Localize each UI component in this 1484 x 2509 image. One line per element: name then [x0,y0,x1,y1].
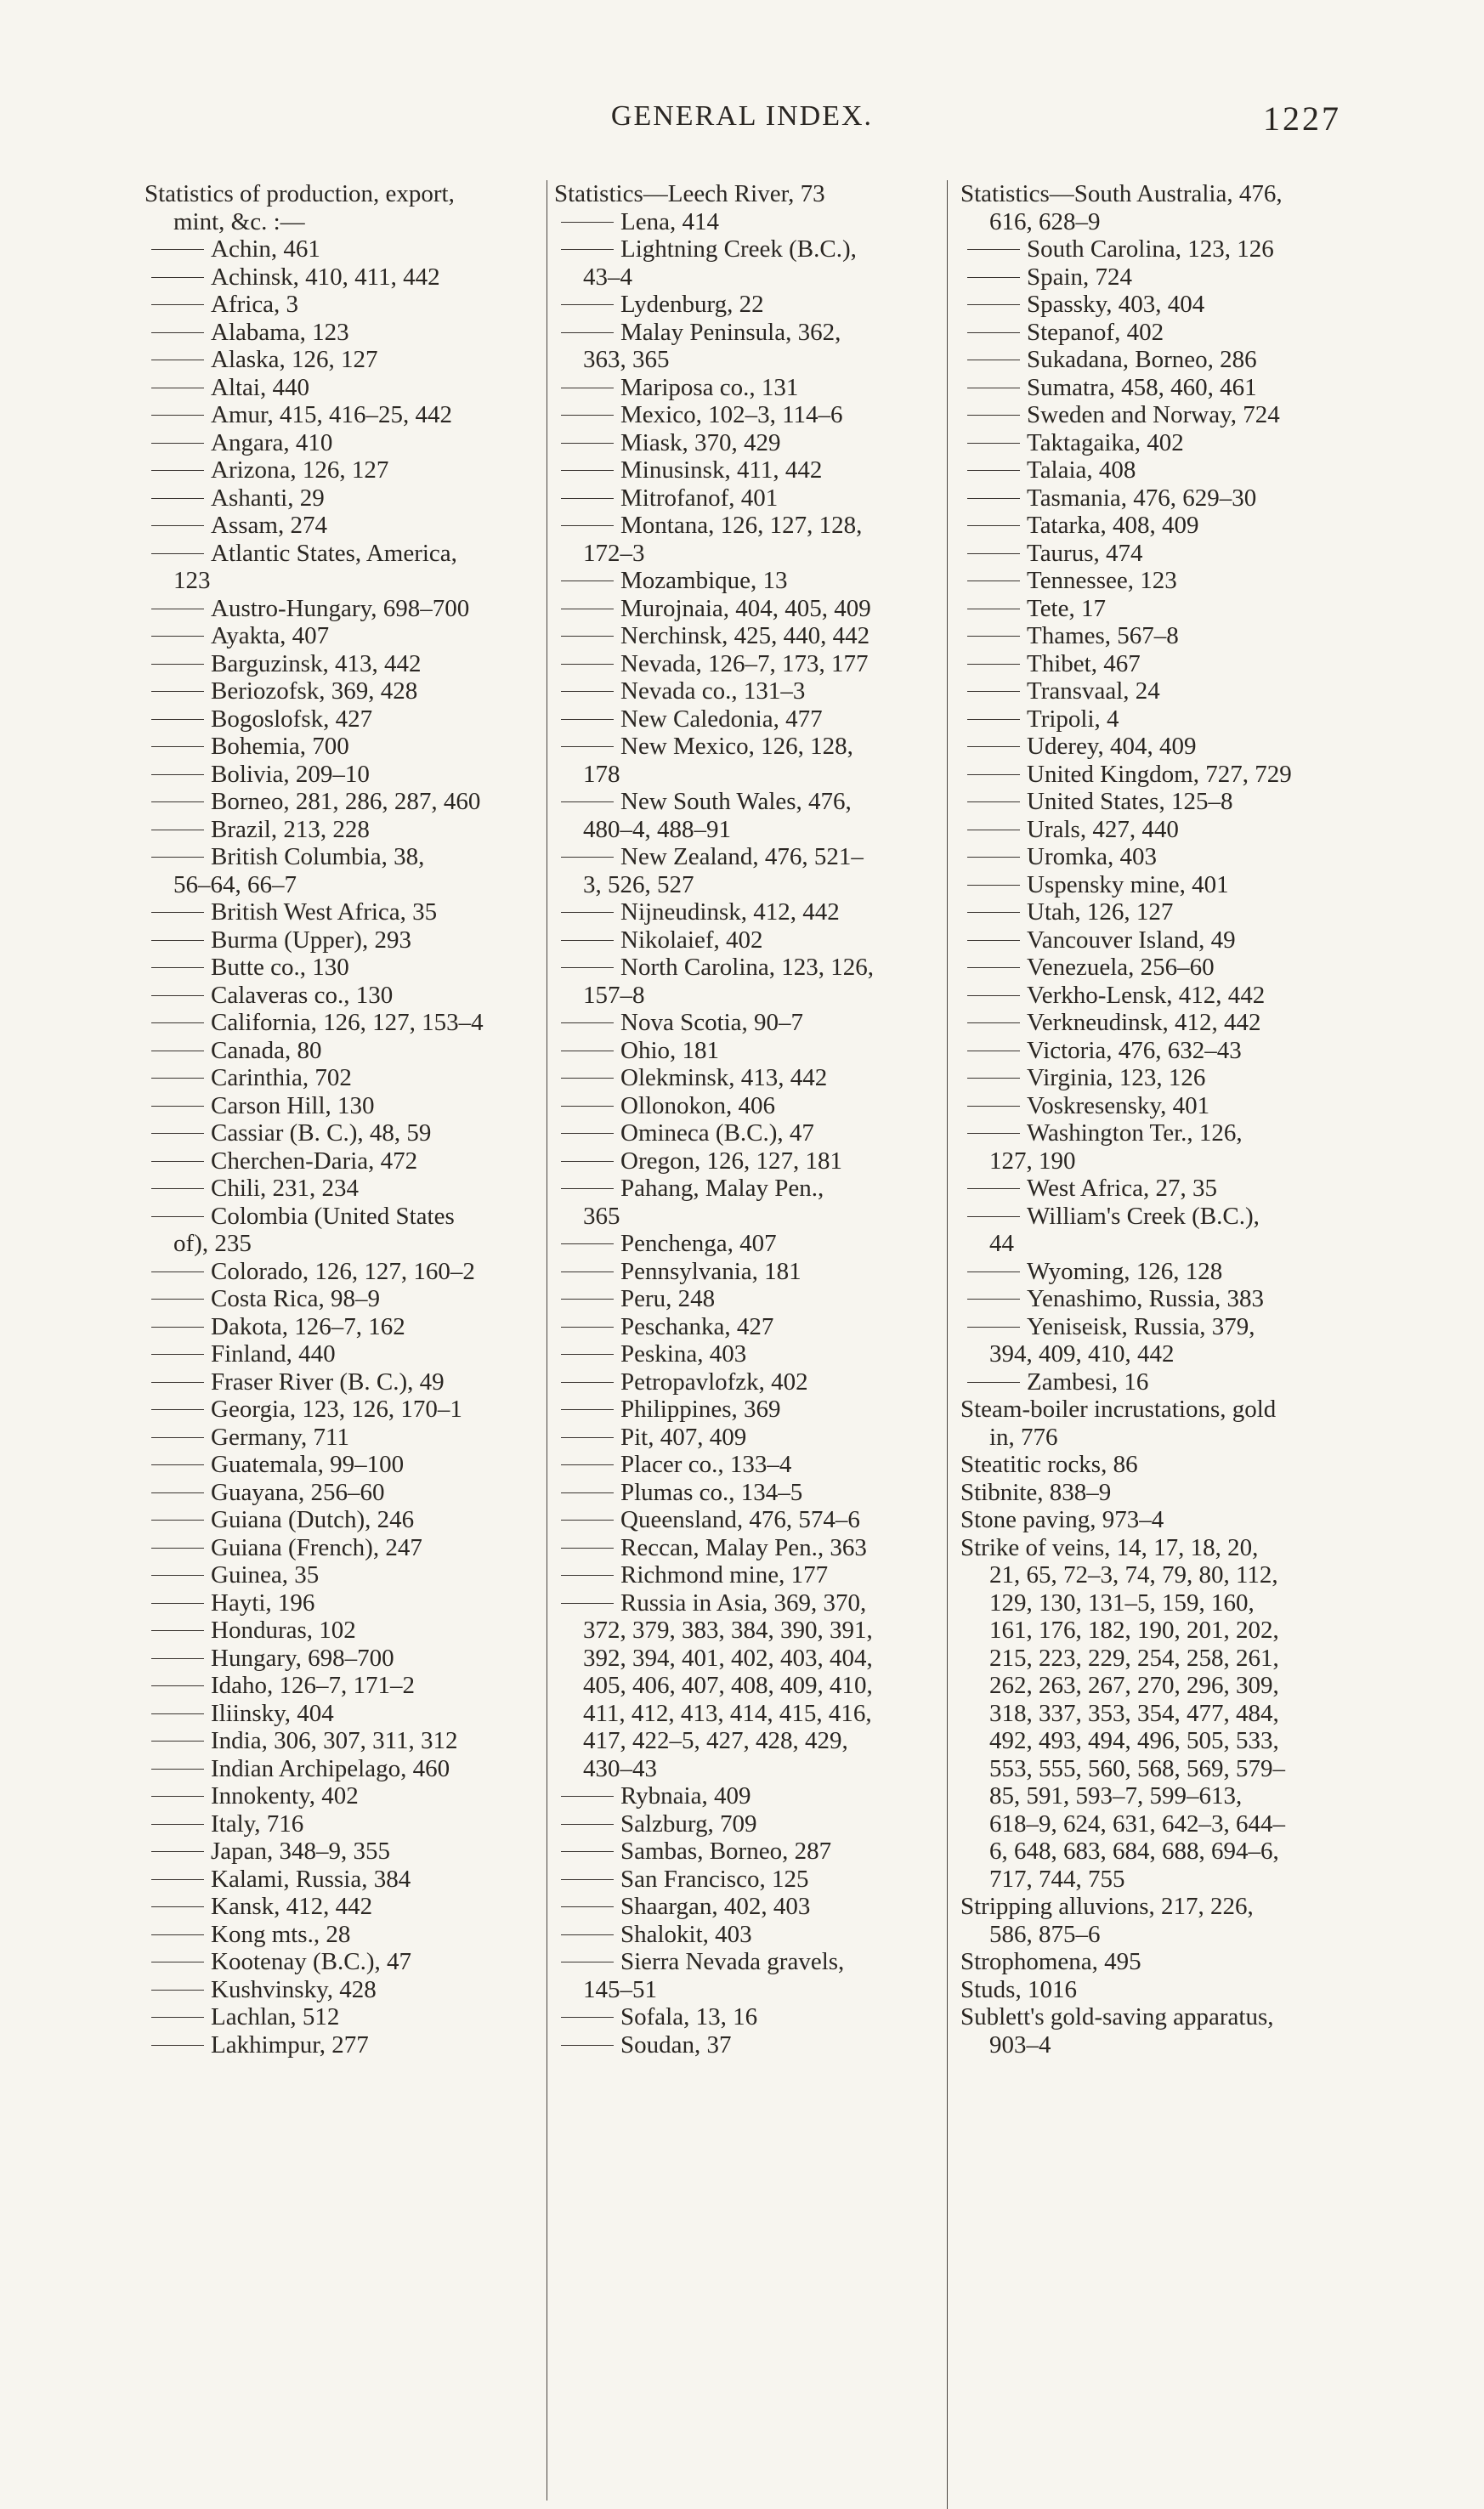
index-subentry: Africa, 3 [143,291,542,319]
index-subentry: California, 126, 127, 153–4 [143,1009,542,1037]
index-subentry: Sierra Nevada gravels, [552,1948,933,1976]
index-subentry: Verkneudinsk, 412, 442 [959,1009,1350,1037]
index-subentry: Ollonokon, 406 [552,1092,933,1120]
index-subentry: Guinea, 35 [143,1561,542,1589]
index-subentry: Mariposa co., 131 [552,374,933,402]
page-number: 1227 [1263,99,1341,138]
index-subentry: British West Africa, 35 [143,898,542,926]
index-subentry: Bohemia, 700 [143,733,542,761]
index-subentry: Achin, 461 [143,235,542,263]
index-subentry: Taktagaika, 402 [959,429,1350,457]
index-subentry: Nevada, 126–7, 173, 177 [552,650,933,678]
index-subentry: Kalami, Russia, 384 [143,1866,542,1894]
index-subentry: Rybnaia, 409 [552,1782,933,1810]
index-subentry: Yeniseisk, Russia, 379, [959,1313,1350,1341]
index-subentry: Pit, 407, 409 [552,1424,933,1452]
index-subentry: Germany, 711 [143,1424,542,1452]
index-continuation: 129, 130, 131–5, 159, 160, [989,1589,1255,1617]
index-subentry: Alabama, 123 [143,319,542,347]
index-subentry: Nevada co., 131–3 [552,677,933,705]
index-subentry: Hayti, 196 [143,1589,542,1617]
index-subentry: Indian Archipelago, 460 [143,1755,542,1783]
index-heading: Steam-boiler incrustations, gold [960,1396,1277,1423]
index-subentry: Alaska, 126, 127 [143,346,542,374]
index-subentry: Lachlan, 512 [143,2003,542,2031]
index-subentry: Fraser River (B. C.), 49 [143,1368,542,1396]
index-subentry: Sambas, Borneo, 287 [552,1838,933,1866]
index-subentry: Taurus, 474 [959,540,1350,568]
index-subentry: Angara, 410 [143,429,542,457]
index-subentry: Olekminsk, 413, 442 [552,1064,933,1092]
index-subentry: Spain, 724 [959,263,1350,292]
index-heading: Stone paving, 973–4 [960,1506,1164,1533]
index-subentry: Lakhimpur, 277 [143,2031,542,2059]
index-subentry: Montana, 126, 127, 128, [552,512,933,540]
index-subentry: New Mexico, 126, 128, [552,733,933,761]
index-subentry: Honduras, 102 [143,1617,542,1645]
index-heading: Statistics of production, export, [144,180,455,207]
index-continuation: 903–4 [989,2030,1051,2059]
index-continuation: 161, 176, 182, 190, 201, 202, [989,1617,1279,1644]
index-continuation: 372, 379, 383, 384, 390, 391, [583,1617,873,1644]
index-continuation: 123 [173,567,211,594]
index-subentry: Virginia, 123, 126 [959,1064,1350,1092]
index-subentry: Kong mts., 28 [143,1921,542,1949]
index-subentry: Malay Peninsula, 362, [552,319,933,347]
index-subentry: Guiana (Dutch), 246 [143,1506,542,1534]
index-subentry: British Columbia, 38, [143,843,542,871]
index-subentry: Petropavlofzk, 402 [552,1368,933,1396]
index-subentry: Atlantic States, America, [143,540,542,568]
index-column-3 [959,180,1350,2059]
index-subentry: Uromka, 403 [959,843,1350,871]
index-heading: Stripping alluvions, 217, 226, [960,1893,1254,1920]
index-continuation: 405, 406, 407, 408, 409, 410, [583,1672,873,1699]
index-subentry: South Carolina, 123, 126 [959,235,1350,263]
index-continuation: 3, 526, 527 [583,870,694,898]
page-header [0,100,1484,151]
index-subentry: United Kingdom, 727, 729 [959,761,1350,789]
index-subentry: Tasmania, 476, 629–30 [959,484,1350,513]
index-subentry: Salzburg, 709 [552,1810,933,1838]
index-subentry: Soudan, 37 [552,2031,933,2059]
index-continuation: 178 [583,760,620,788]
index-subentry: Plumas co., 134–5 [552,1479,933,1507]
index-subentry: Italy, 716 [143,1810,542,1838]
index-continuation: 215, 223, 229, 254, 258, 261, [989,1644,1279,1672]
index-continuation: 145–51 [583,1975,657,2003]
index-continuation: 157–8 [583,981,645,1009]
index-subentry: Omineca (B.C.), 47 [552,1119,933,1147]
index-subentry: Iliinsky, 404 [143,1700,542,1728]
index-subentry: Uderey, 404, 409 [959,733,1350,761]
index-continuation: 172–3 [583,539,645,567]
index-subentry: Ayakta, 407 [143,622,542,650]
index-subentry: Nikolaief, 402 [552,926,933,954]
index-subentry: Nijneudinsk, 412, 442 [552,898,933,926]
index-subentry: New Caledonia, 477 [552,705,933,733]
index-continuation: 717, 744, 755 [989,1865,1125,1893]
index-subentry: Bogoslofsk, 427 [143,705,542,733]
index-subentry: New Zealand, 476, 521– [552,843,933,871]
index-subentry: Peru, 248 [552,1285,933,1313]
index-subentry: Lydenburg, 22 [552,291,933,319]
index-subentry: Brazil, 213, 228 [143,816,542,844]
index-subentry: Finland, 440 [143,1340,542,1368]
index-subentry: Urals, 427, 440 [959,816,1350,844]
index-subentry: Ashanti, 29 [143,484,542,513]
index-subentry: Queensland, 476, 574–6 [552,1506,933,1534]
index-subentry: Ohio, 181 [552,1037,933,1065]
index-subentry: Voskresensky, 401 [959,1092,1350,1120]
index-subentry: Shalokit, 403 [552,1921,933,1949]
index-heading: Strike of veins, 14, 17, 18, 20, [960,1533,1259,1561]
index-subentry: Peschanka, 427 [552,1313,933,1341]
index-subentry: Miask, 370, 429 [552,429,933,457]
index-column-2 [552,180,933,2059]
index-subentry: Sumatra, 458, 460, 461 [959,374,1350,402]
index-subentry: India, 306, 307, 311, 312 [143,1727,542,1755]
index-subentry: Calaveras co., 130 [143,982,542,1010]
index-continuation: 417, 422–5, 427, 428, 429, [583,1727,848,1754]
index-subentry: Russia in Asia, 369, 370, [552,1589,933,1617]
index-continuation: 56–64, 66–7 [173,870,297,898]
index-continuation: 318, 337, 353, 354, 477, 484, [989,1699,1279,1727]
index-subentry: Colorado, 126, 127, 160–2 [143,1258,542,1286]
index-continuation: 392, 394, 401, 402, 403, 404, [583,1644,873,1672]
index-subentry: North Carolina, 123, 126, [552,954,933,982]
index-subentry: Carinthia, 702 [143,1064,542,1092]
index-heading: Statistics—South Australia, 476, [960,180,1283,207]
index-subentry: Richmond mine, 177 [552,1561,933,1589]
index-subentry: Tatarka, 408, 409 [959,512,1350,540]
index-subentry: Assam, 274 [143,512,542,540]
index-subentry: Colombia (United States [143,1203,542,1231]
index-continuation: in, 776 [989,1423,1058,1451]
index-subentry: Thames, 567–8 [959,622,1350,650]
index-continuation: 127, 190 [989,1147,1076,1175]
index-subentry: Stepanof, 402 [959,319,1350,347]
index-continuation: 394, 409, 410, 442 [989,1340,1175,1368]
index-heading: Steatitic rocks, 86 [960,1451,1138,1478]
index-subentry: Sofala, 13, 16 [552,2003,933,2031]
index-subentry: Sweden and Norway, 724 [959,401,1350,429]
index-subentry: Dakota, 126–7, 162 [143,1313,542,1341]
index-subentry: Zambesi, 16 [959,1368,1350,1396]
index-subentry: Mozambique, 13 [552,567,933,595]
index-column-1 [143,180,542,2059]
running-title: GENERAL INDEX. [610,100,874,132]
index-continuation: 430–43 [583,1754,657,1782]
index-subentry: Beriozofsk, 369, 428 [143,677,542,705]
index-heading: Studs, 1016 [960,1975,1077,2003]
index-continuation: 553, 555, 560, 568, 569, 579– [989,1754,1285,1782]
index-subentry: Washington Ter., 126, [959,1119,1350,1147]
index-subentry: Oregon, 126, 127, 181 [552,1147,933,1175]
index-subentry: Bolivia, 209–10 [143,761,542,789]
index-subentry: Peskina, 403 [552,1340,933,1368]
index-subentry: Butte co., 130 [143,954,542,982]
index-subentry: Nova Scotia, 90–7 [552,1009,933,1037]
index-continuation: 586, 875–6 [989,1920,1101,1948]
index-subentry: Pennsylvania, 181 [552,1258,933,1286]
index-subentry: Canada, 80 [143,1037,542,1065]
index-continuation: 618–9, 624, 631, 642–3, 644– [989,1810,1285,1838]
index-subentry: Tennessee, 123 [959,567,1350,595]
index-subentry: Arizona, 126, 127 [143,456,542,484]
index-subentry: West Africa, 27, 35 [959,1175,1350,1203]
index-subentry: Lena, 414 [552,208,933,236]
index-continuation: 21, 65, 72–3, 74, 79, 80, 112, [989,1561,1278,1589]
index-subentry: Cassiar (B. C.), 48, 59 [143,1119,542,1147]
index-subentry: Amur, 415, 416–25, 442 [143,401,542,429]
index-subentry: Mexico, 102–3, 114–6 [552,401,933,429]
index-subentry: Uspensky mine, 401 [959,871,1350,899]
index-subentry: Nerchinsk, 425, 440, 442 [552,622,933,650]
index-subentry: Thibet, 467 [959,650,1350,678]
index-continuation: 262, 263, 267, 270, 296, 309, [989,1672,1279,1699]
index-subentry: Lightning Creek (B.C.), [552,235,933,263]
index-subentry: Idaho, 126–7, 171–2 [143,1672,542,1700]
index-subentry: Austro-Hungary, 698–700 [143,595,542,623]
index-subentry: Hungary, 698–700 [143,1645,542,1673]
index-continuation: 85, 591, 593–7, 599–613, [989,1782,1243,1810]
index-subentry: Kootenay (B.C.), 47 [143,1948,542,1976]
index-subentry: Philippines, 369 [552,1396,933,1424]
index-subentry: Cherchen-Daria, 472 [143,1147,542,1175]
index-continuation: 6, 648, 683, 684, 688, 694–6, [989,1838,1279,1865]
index-continuation: 616, 628–9 [989,207,1101,235]
index-subentry: Minusinsk, 411, 442 [552,456,933,484]
index-subentry: Mitrofanof, 401 [552,484,933,513]
index-subentry: Barguzinsk, 413, 442 [143,650,542,678]
index-subentry: Innokenty, 402 [143,1782,542,1810]
index-subentry: Guatemala, 99–100 [143,1451,542,1479]
index-subentry: Penchenga, 407 [552,1230,933,1258]
index-heading: Sublett's gold-saving apparatus, [960,2003,1274,2030]
index-subentry: Chili, 231, 234 [143,1175,542,1203]
index-continuation: 411, 412, 413, 414, 415, 416, [583,1699,872,1727]
index-subentry: Placer co., 133–4 [552,1451,933,1479]
index-subentry: Borneo, 281, 286, 287, 460 [143,788,542,816]
index-continuation: 365 [583,1202,620,1230]
index-continuation: mint, &c. :— [173,207,305,235]
index-subentry: Tete, 17 [959,595,1350,623]
index-heading: Strophomena, 495 [960,1948,1141,1975]
index-continuation: 492, 493, 494, 496, 505, 533, [989,1727,1279,1754]
index-subentry: Pahang, Malay Pen., [552,1175,933,1203]
index-continuation: 44 [989,1230,1014,1257]
index-subentry: Carson Hill, 130 [143,1092,542,1120]
index-subentry: Georgia, 123, 126, 170–1 [143,1396,542,1424]
index-subentry: Costa Rica, 98–9 [143,1285,542,1313]
index-subentry: Guayana, 256–60 [143,1479,542,1507]
index-subentry: Talaia, 408 [959,456,1350,484]
index-subentry: Tripoli, 4 [959,705,1350,733]
index-subentry: Altai, 440 [143,374,542,402]
index-subentry: Utah, 126, 127 [959,898,1350,926]
index-subentry: Japan, 348–9, 355 [143,1838,542,1866]
index-subentry: Verkho-Lensk, 412, 442 [959,982,1350,1010]
index-subentry: Spassky, 403, 404 [959,291,1350,319]
index-subentry: Achinsk, 410, 411, 442 [143,263,542,292]
index-subentry: Transvaal, 24 [959,677,1350,705]
index-subentry: Sukadana, Borneo, 286 [959,346,1350,374]
index-subentry: New South Wales, 476, [552,788,933,816]
index-continuation: of), 235 [173,1230,252,1257]
index-continuation: 363, 365 [583,346,670,373]
index-subentry: Wyoming, 126, 128 [959,1258,1350,1286]
index-subentry: Guiana (French), 247 [143,1534,542,1562]
index-heading: Stibnite, 838–9 [960,1478,1112,1506]
index-subentry: Shaargan, 402, 403 [552,1893,933,1921]
index-subentry: William's Creek (B.C.), [959,1203,1350,1231]
index-subentry: Murojnaia, 404, 405, 409 [552,595,933,623]
index-subentry: Vancouver Island, 49 [959,926,1350,954]
index-heading: Statistics—Leech River, 73 [554,180,825,207]
index-subentry: Burma (Upper), 293 [143,926,542,954]
index-subentry: Yenashimo, Russia, 383 [959,1285,1350,1313]
index-subentry: Reccan, Malay Pen., 363 [552,1534,933,1562]
index-subentry: United States, 125–8 [959,788,1350,816]
index-subentry: Victoria, 476, 632–43 [959,1037,1350,1065]
index-subentry: Venezuela, 256–60 [959,954,1350,982]
index-continuation: 480–4, 488–91 [583,815,731,843]
column-rule-2 [947,180,948,2509]
index-subentry: Kushvinsky, 428 [143,1976,542,2004]
index-continuation: 43–4 [583,263,632,291]
index-subentry: Kansk, 412, 442 [143,1893,542,1921]
index-subentry: San Francisco, 125 [552,1866,933,1894]
